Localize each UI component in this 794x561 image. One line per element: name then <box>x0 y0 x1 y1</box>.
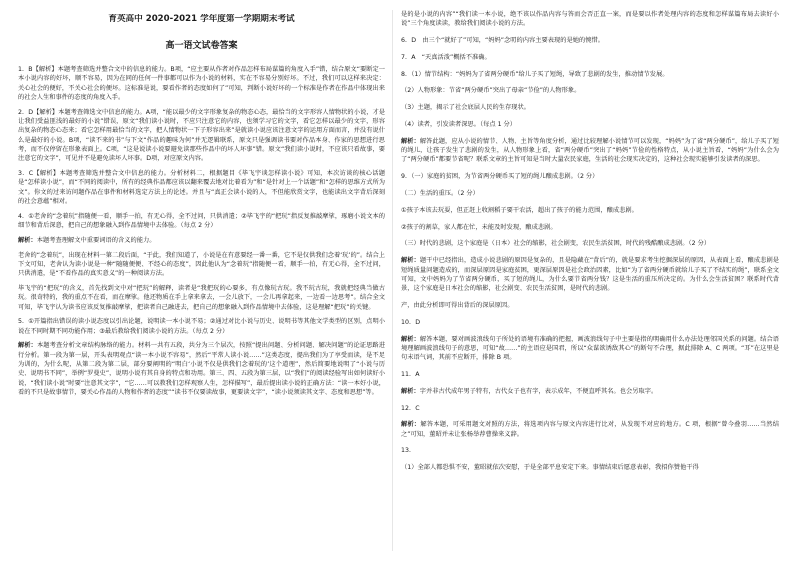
paragraph-text: （2）人物形象：节省“两分硬币”突出了母亲“节俭”的人物形象。 <box>401 87 581 95</box>
paragraph-label: 解析： <box>401 335 420 343</box>
answer-paragraph <box>18 169 385 206</box>
answer-paragraph <box>401 335 779 363</box>
paragraph-text: 4．①老舍的“念着玩”指随便一看，顺手一拍，有无心得，全不过问，只供消遣；②毕飞宇的“把玩”指反复推敲摩挲，琢磨小说文本的细节和背后深意，把自己的想象融入到作品情境中去体验。（每点 2 分） <box>18 212 385 229</box>
paragraph-label: 解析： <box>18 342 37 350</box>
paragraph-text: （4）读者，引发读者深思。（每点 1 分） <box>401 121 517 129</box>
paragraph-text: 本题考查理解文中重要词语的含义的能力。 <box>36 236 156 244</box>
paragraph-label: 解析： <box>401 257 420 265</box>
paragraph-text: 12．C <box>401 404 420 412</box>
paragraph-label: 解析： <box>401 137 420 145</box>
answer-paragraph <box>401 172 779 181</box>
right-answer-body <box>401 10 779 473</box>
paragraph-label: 解析： <box>18 236 37 244</box>
answer-paragraph <box>401 318 779 327</box>
paragraph-text: ①孩子本该去玩耍，但正赶上收割稻子要干农活，超出了孩子的能力范围，酿成悲剧。 <box>401 206 638 214</box>
answer-paragraph <box>18 108 385 164</box>
answer-paragraph <box>401 370 779 379</box>
paragraph-label: 解析： <box>401 421 421 429</box>
paragraph-text: 13． <box>401 447 416 455</box>
paragraph-text: 是的是小说的内容”“我们读一本小说，绝不该以作品内容与答而会否正直一案，而是要以作者处理内容的态度和怎样谋篇布局去读好小说”三个角度读读，教给我们阅读小说的方法。 <box>401 11 779 28</box>
answer-paragraph <box>18 236 385 245</box>
paragraph-text: （1）全部人都恐惧不安，董昭就依次安慰，于是全部平息安定下来。事情结束后愿意表彰，我招你赞他干得 <box>401 464 699 472</box>
answer-paragraph <box>401 10 779 29</box>
paragraph-text: 6．D 由三个“就好了”可知，“妈妈”念叨的内容主要表现的是她的惋惜。 <box>401 37 604 45</box>
answer-paragraph <box>401 420 779 439</box>
answer-paragraph <box>18 251 385 279</box>
answer-paragraph <box>18 341 385 397</box>
answer-paragraph <box>18 284 385 312</box>
answer-paragraph <box>401 70 779 79</box>
paragraph-text: 解答本题，可采用题文对照的方法，将选项内容与原文内容进行比对，从发现不对应的地方。C 项，根据“曾今叠羽……当然结之”可知，董昭并未让张杨举荐曹操来义辞。 <box>401 421 779 438</box>
paragraph-text: 字并非古代成年男子特有，古代女子也有字，表示成年，不便直呼其名。也会另取字。 <box>419 387 658 395</box>
answer-title: 高一语文试卷答案 <box>165 41 238 51</box>
paragraph-text: （三）时代的悲剧，这个家庭是（日本）社会的缩影，社会剧变，农民生活贫困，时代的残酷酿成悲剧。（2 分） <box>401 240 711 248</box>
answer-paragraph <box>401 103 779 112</box>
paragraph-text: 本题考查分析文章结构脉络的能力。材料一共有五段，共分为三个层次，按照“提出问题、分析问题、解决问题”的论证思路进行分析。第一段为第一层，开头表明观点“读一本小说不容易”，然后“平常人读小说……”这类态度，提出我们为了享受而读，是不足为训的，为什么呢，从第二段为第二层，部分要阐明的“明白‘小说不仅是供我们念着玩的’这个道理”，然后简要地说明了“小说与历史、说明书不同”，举例“罗曼史”，说明小说有其自身的特点和功用。第三、四、五段为第三层，以“我们”的阅读经验写出如何读好小说，“我们读小说”时要“注意其文字”，“它……可以教我们怎样观察人生，怎样描写”，最后提出读小说的正确方法：“读一本好小说，看的不只是故事情节，要关心作品的人物和作者的态度”“读书不仅要读故事，更要读文字”，“读小说须读其文字、态度和思想”等。 <box>18 342 385 396</box>
paragraph-text: 5．①开篇指出错误的读小说态度以引出论题，说明读一本小说不易；②通过对比小说与历史、说明书等其他文学类型的区别，点明小说在不同时期不同功能作用；③最后教给我们阅读小说的方法。（每点 2 分） <box>18 318 385 335</box>
paragraph-text: 2．D【解析】本题考查筛选文中信息的能力。A项，“能以最少的文字形象复杂的物态心态，最恰当的文字形容人情物状的小说，才是让我们受益匪浅的最好的小说”错误，原文“我们读小说时，不应只注意它的内容，也须学习它的文字，看它怎样以最少的文字，形容出复杂的物态心态来；看它怎样用最恰当的文字，把人情物状一下子形容出来”是就读小说应该注意文字的运用方面而言，并没有说什么是最好的小说。B项，“读不来的书”与下文“作品的趣味为何”并无逻辑联系，原文只是强调读书要对作品本身、作家的思想进行思考，而不仅停留在形象表面上。C项，“这是说读小说要避免读那些作品中的坏人坏事”错。原文“我们读小说时，不应该只看故事，要注意它的文字”，可见并不是避免读坏人坏事。D项，对应原文内容。 <box>18 108 385 163</box>
answer-paragraph <box>18 65 385 102</box>
answer-paragraph <box>401 301 779 310</box>
column-divider <box>392 10 393 551</box>
exam-title: 育英高中 2020-2021 学年度第一学期期末考试 <box>108 14 295 24</box>
paragraph-text: ②孩子的割草，家人都在忙，未能及时发现，酿成悲剧。 <box>401 223 557 231</box>
answer-paragraph <box>401 223 779 232</box>
answer-paragraph <box>401 120 779 129</box>
answer-paragraph <box>401 239 779 248</box>
paragraph-text: 8．（1）情节结构：“妈妈为了省两分硬币”给儿子买了短绳，导致了悲剧的发生，推动情节发展。 <box>401 70 669 78</box>
answer-paragraph <box>18 212 385 231</box>
answer-paragraph <box>401 446 779 455</box>
paragraph-text: 解答本题，要对画波浪线句子所处的语境有准确的把握，画波浪线句子中主要是指的明确用什么办法处理邻国关系的问题。结合语境理解画波浪线句子的意思，可知“故……”的主语应是国君，所以“众谋欲诱敌其心”的断句不合理，据此排除 A、C 两项。“耳”在这里是句末语气词，其前不应断开，排除 B 项。 <box>401 335 779 362</box>
paragraph-text: 11．A <box>401 370 420 378</box>
paragraph-text: （二）生活的重压。（2 分） <box>401 190 479 198</box>
left-answer-body <box>18 65 385 397</box>
answer-paragraph <box>18 317 385 336</box>
paragraph-text: 老舍的“念着玩”，出现在材料一第二段后面，“于此，我们知道了，小说是在有意要经一番一番，它不是仅供我们念着‘玩’的”。结合上下文可知，老舍认为读小说是一种“随随便便、不经心的态度”，因此他认为“念着玩”指随便一看，顺手一拍，有无心得，全不过问，只供消遣，是“不看作品的真实意义”的一种阅读方法。 <box>18 251 385 278</box>
answer-paragraph <box>401 206 779 215</box>
answer-paragraph <box>401 86 779 95</box>
paragraph-text: 产，由此分析即可得出背后的深层原因。 <box>401 301 514 309</box>
answer-paragraph <box>401 463 779 472</box>
paragraph-text: 1．B【解析】本题考查筛选并整合文中的信息的能力。B项，“应主要从作者对作品怎样布局谋篇的角度入手”错，结合原文“要断定一本小说内容的好坏，顺不容易，因为在同的任何一件事都可以作为小说的材料，实在不容易分别好坏。不过，我们可以这样来决定：关心社会的便好，不关心社会的便坏。这标准是说，要看作者的态度如何了”可知，判断小说好坏的一个标准是作者在作品中体现出来的社会人生和事件的态度的角度入手。 <box>18 66 385 101</box>
paragraph-label: 解析： <box>401 387 420 395</box>
right-column <box>401 10 779 555</box>
answer-paragraph <box>401 53 779 62</box>
left-column <box>18 14 385 555</box>
paragraph-text: 解答此题，应从小说的情节、人物、主旨等角度分析，通过比较理解小说情节可以发现，“妈妈”为了省“两分硬币”，给儿子买了短的绳儿，让孩子发生了悲剧的发生，从人物形象上看，省“两分硬币”突出了“妈妈”节俭的性格特点，从小说主旨看，“妈妈”为什么会为了“两分硬币”都要节省呢？联系文章的主旨可知是当时大量农民家庭，生活的社会现实决定的，这种社会现实能够引发读者的深思。 <box>401 137 779 164</box>
paragraph-text: 毕飞宇的“把玩”的含义，首先找到文中对“把玩”的解释，读者是“我把玩的心要多，有点像玩古玩。我不玩古玩，我就把经典当做古玩。很奇特的，我的重点不在看，而在摩挲。他还物质在手上拿来拿去，一会儿放下，一会儿再拿起来，一边看一边思考”。结合全文可知，毕飞宇认为读书应该反复推敲摩挲，把读者自己融进去，把自己的想象融入到作品情境中去体验，这是理解“把玩”的关键。 <box>18 284 385 311</box>
paragraph-text: 10．D <box>401 318 421 326</box>
answer-paragraph <box>401 36 779 45</box>
paragraph-text: 题干中已经指出，造成小说悲剧的原因是复杂的，且是隐藏在“背后”的，就是要求考生挖掘深层的原因，从表面上看，酿成悲剧是短绳质量问题造成的，而深层原因是家庭贫困，更深层原因是社会政治因素，比如“为了省两分硬币就给儿子买了不结实的绳”，联系全文可知，文中妈妈为了节省两分硬币，买了短的绳儿，为什么要节省两分钱？这是生活的重压所决定的。为什么会生活贫困？联系时代背景，这个家庭是日本社会的缩影，社会剧变、农民生活贫困，是时代的悲剧。 <box>401 257 779 293</box>
answer-paragraph <box>401 137 779 165</box>
answer-paragraph <box>401 387 779 396</box>
answer-paragraph <box>401 256 779 293</box>
paragraph-text: 9．（一）家庭的贫困，为节省两分硬币买了短的绳儿酿成悲剧。（2 分） <box>401 173 599 181</box>
paragraph-text: 7．A “天真活泼”概括不准确。 <box>401 53 491 61</box>
answer-paragraph <box>401 189 779 198</box>
answer-paragraph <box>401 404 779 413</box>
paragraph-text: （3）主题，揭示了社会底层人民的生存现状。 <box>401 104 530 112</box>
paragraph-text: 3．C【解析】本题考查筛选并整合文中信息的能力。分析材料二，根据题目《毕飞宇谈怎样读小说》可知，本次访谈的核心话题是“怎样读小说”，而“不同的阅读中，所有的经典作品都应该以翻来覆去地对比着看为”和“是针对上一个话题”和“怎样的思维方式所为文”。你文的过来访问题作品在事件和材料选定方法上的论述。并且与“真正会读小说的人，不但能欣赏文字，也能读出文字背后深刻的社会意蕴”相对。 <box>18 169 385 205</box>
